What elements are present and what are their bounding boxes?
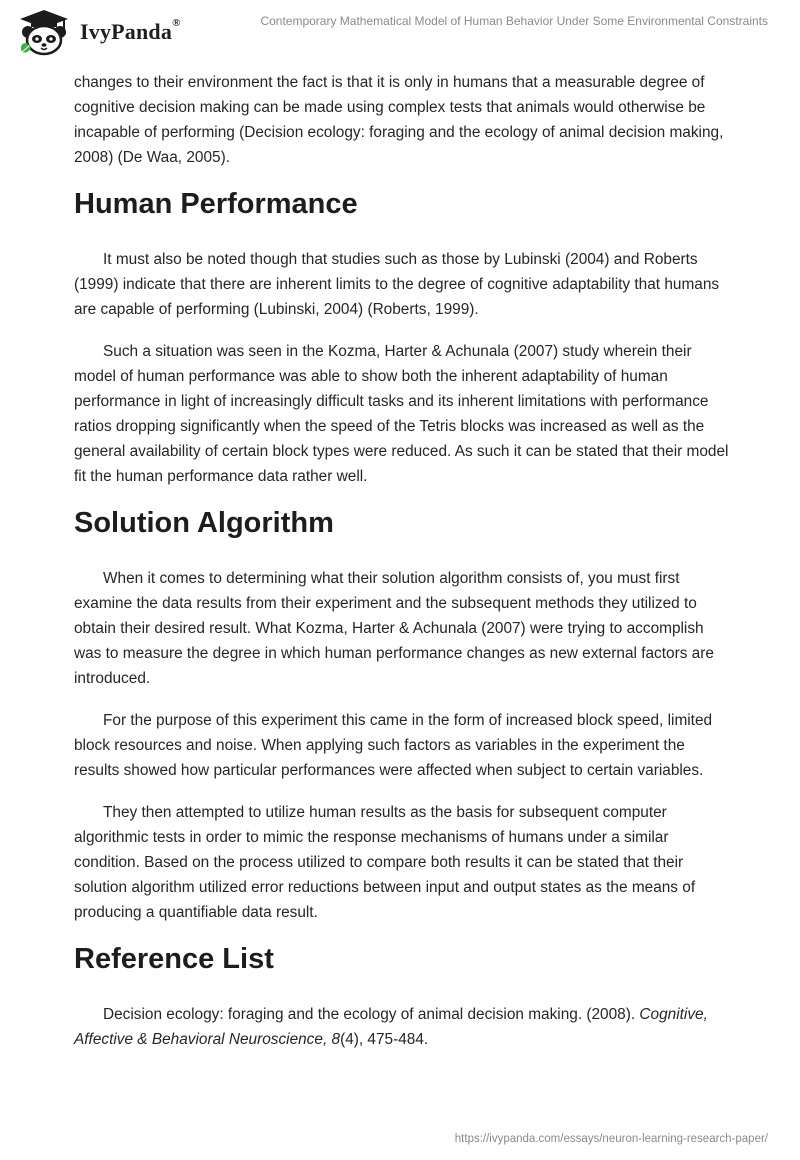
paragraph: For the purpose of this experiment this came in the form of increased block speed, limited block resources and noise. When applying such factors as variables in the experiment the results showed how particular performances were affected when subject to certain variables. — [74, 712, 713, 779]
ivypanda-logo[interactable] — [12, 6, 181, 58]
intro-paragraph: changes to their environment the fact is that it is only in humans that a measurable degree of cognitive decision making can be made using complex tests that animals would otherwise be incapable of performing (Decision ecology: foraging and the ecology of animal decision making, 2008) (De Waa, 2005). — [74, 74, 724, 166]
reference-issue-pages: (4), 475-484. — [340, 1031, 429, 1048]
section-heading-human-performance: Human Performance — [74, 188, 358, 220]
document-title: Contemporary Mathematical Model of Human Behavior Under Some Environmental Constraints — [260, 14, 768, 28]
reference-lead: Decision ecology: foraging and the ecology of animal decision making. (2008). — [103, 1006, 640, 1023]
section-heading-solution-algorithm: Solution Algorithm — [74, 507, 334, 539]
page-header — [0, 0, 800, 66]
essay-body — [74, 70, 734, 1069]
section-heading-reference-list: Reference List — [74, 943, 274, 975]
paragraph: Such a situation was seen in the Kozma, Harter & Achunala (2007) study wherein their model of human performance was able to show both the inherent adaptability of human performance in light of increasingly difficult tasks and its inherent limitations with performance ratios dropping significantly when the speed of the Tetris blocks was increased as well as the general availability of certain block types were reduced. As such it can be stated that their model fit the human performance data rather well. — [74, 343, 729, 485]
source-url[interactable]: https://ivypanda.com/essays/neuron-learning-research-paper/ — [454, 1133, 768, 1145]
reference-entry — [74, 1002, 734, 1052]
paragraph: When it comes to determining what their solution algorithm consists of, you must first examine the data results from their experiment and the subsequent methods they utilized to obtain their desired result. What Kozma, Harter & Achunala (2007) were trying to accomplish was to measure the degree in which human performance changes as new external factors are introduced. — [74, 570, 714, 687]
paragraph: It must also be noted though that studies such as those by Lubinski (2004) and Roberts (1999) indicate that there are inherent limits to the degree of cognitive adaptability that humans are capable of performing (Lubinski, 2004) (Roberts, 1999). — [74, 251, 720, 318]
paragraph: They then attempted to utilize human results as the basis for subsequent computer algorithmic tests in order to mimic the response mechanisms of humans under a similar condition. Based on the process utilized to compare both results it can be stated that their solution algorithm utilized error reductions between input and output states as the means of producing a quantifiable data result. — [74, 804, 696, 921]
logo-wordmark: IvyPanda® — [80, 17, 181, 44]
reference-journal: Cognitive, Affective & Behavioral Neuroscience, 8 — [74, 1006, 708, 1048]
panda-graduate-icon — [12, 6, 76, 58]
